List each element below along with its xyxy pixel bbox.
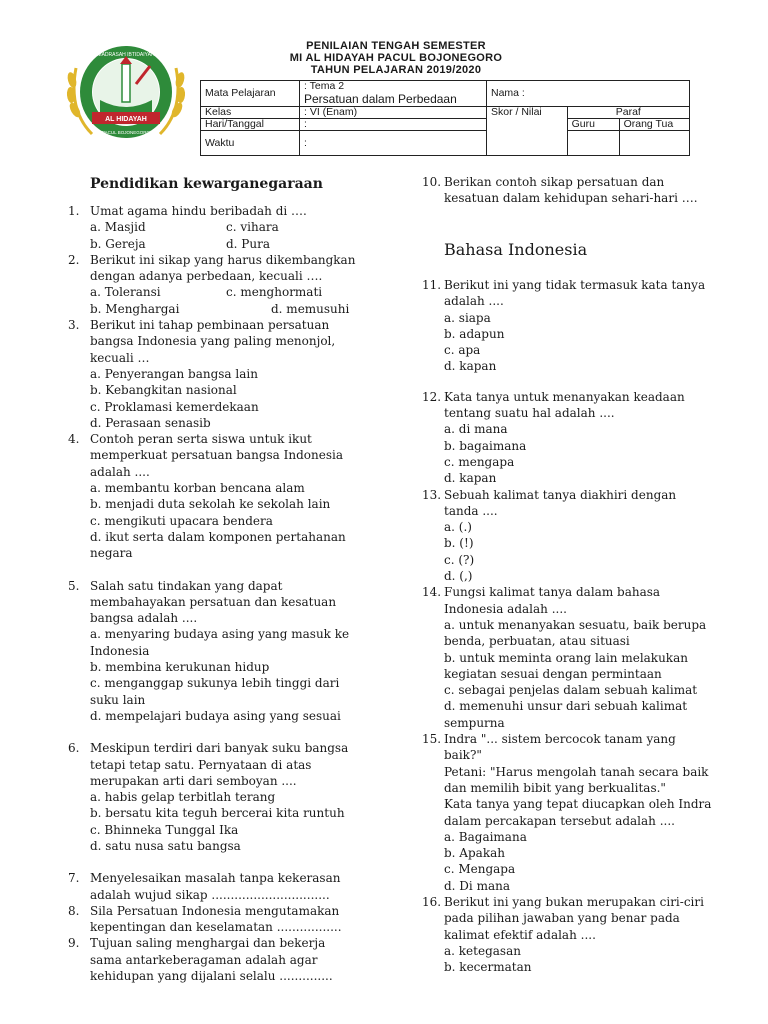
name-field[interactable]: Nama : <box>487 81 690 107</box>
q5-option-b[interactable]: b. membina kerukunan hidup <box>90 660 270 675</box>
q1-option-a[interactable]: a. Masjid <box>90 220 146 235</box>
header-school: MI AL HIDAYAH PACUL BOJONEGORO <box>289 52 503 64</box>
q2-option-c[interactable]: c. menghormati <box>226 285 323 300</box>
q6-option-a[interactable]: a. habis gelap terbitlah terang <box>90 790 276 805</box>
waktu-label: Waktu <box>201 131 300 156</box>
q12-option-c[interactable]: c. mengapa <box>444 454 515 469</box>
hari-label: Hari/Tanggal <box>201 119 300 131</box>
logo-bottom-text: PACUL BOJONEGORO <box>101 130 151 135</box>
question-2: 2. Berikut ini sikap yang harus dikembangkan <box>68 252 356 267</box>
question-3: 3. Berikut ini tahap pembinaan persatuan <box>68 318 330 333</box>
q9-answer-blank[interactable]: kehidupan yang dijalani selalu .............. <box>90 969 333 984</box>
q4-option-a[interactable]: a. membantu korban bencana alam <box>90 481 305 496</box>
section-title-bahasa: Bahasa Indonesia <box>444 240 588 259</box>
q4-option-d[interactable]: d. ikut serta dalam komponen pertahanan <box>90 529 346 544</box>
question-7: 7. Menyelesaikan masalah tanpa kekerasan <box>68 871 341 886</box>
question-1: 1. Umat agama hindu beribadah di …. <box>68 204 307 218</box>
q6-option-c[interactable]: c. Bhinneka Tunggal Ika <box>90 822 239 837</box>
question-16: 16. Berikut ini yang bukan merupakan ciri-ciri <box>422 894 704 909</box>
q3-option-b[interactable]: b. Kebangkitan nasional <box>90 383 237 398</box>
q14-option-d[interactable]: d. memenuhi unsur dari sebuah kalimat <box>444 699 688 714</box>
right-column-top <box>422 174 752 207</box>
question-6: 6. Meskipun terdiri dari banyak suku bangsa <box>68 741 349 756</box>
hari-value[interactable]: : <box>300 119 487 131</box>
q3-option-d[interactable]: d. Perasaan senasib <box>90 415 211 430</box>
q8-answer-blank[interactable]: kepentingan dan keselamatan ................. <box>90 920 342 935</box>
q5-option-c[interactable]: c. menganggap sukunya lebih tinggi dari <box>90 676 340 691</box>
ortu-label: Orang Tua <box>619 119 689 131</box>
q3-option-c[interactable]: c. Proklamasi kemerdekaan <box>90 399 259 414</box>
question-5: 5. Salah satu tindakan yang dapat <box>68 578 283 593</box>
q5-option-d[interactable]: d. mempelajari budaya asing yang sesuai <box>90 708 341 723</box>
q15-option-b[interactable]: b. Apakah <box>444 846 505 861</box>
student-info-table <box>200 80 690 156</box>
q16-option-a[interactable]: a. ketegasan <box>444 943 521 958</box>
q4-option-b[interactable]: b. menjadi duta sekolah ke sekolah lain <box>90 497 331 512</box>
q13-option-b[interactable]: b. (!) <box>444 536 474 551</box>
header-year: TAHUN PELAJARAN 2019/2020 <box>310 64 482 76</box>
q11-option-d[interactable]: d. kapan <box>444 359 497 374</box>
q14-option-a[interactable]: a. untuk menanyakan sesuatu, baik berupa <box>444 617 707 632</box>
q16-option-b[interactable]: b. kecermatan <box>444 960 532 975</box>
guru-label: Guru <box>567 119 619 131</box>
q3-option-a[interactable]: a. Penyerangan bangsa lain <box>90 366 258 381</box>
q1-option-c[interactable]: c. vihara <box>226 220 279 235</box>
q13-option-c[interactable]: c. (?) <box>444 552 475 567</box>
question-14: 14. Fungsi kalimat tanya dalam bahasa <box>422 585 661 600</box>
question-9: 9. Tujuan saling menghargai dan bekerja <box>68 936 326 951</box>
mapel-value: : Tema 2 Persatuan dalam Perbedaan <box>300 81 487 107</box>
question-10: 10. Berikan contoh sikap persatuan dan <box>422 175 665 189</box>
question-4: 4. Contoh peran serta siswa untuk ikut <box>68 432 312 447</box>
ortu-signature-cell[interactable] <box>619 131 689 156</box>
kelas-label: Kelas <box>201 107 300 119</box>
mapel-label: Mata Pelajaran <box>201 81 300 107</box>
school-logo <box>62 40 190 150</box>
q2-option-d[interactable]: d. memusuhi <box>271 301 350 316</box>
kelas-value: : VI (Enam) <box>300 107 487 119</box>
left-column: 1. Umat agama hindu beribadah di …. a. Masjid c. vihara b. Gereja d. Pura 2. Berikut ini sikap yang harus dikembangkan dengan adanya perbedaan, kecuali …. a. Toleransi c. menghormati b. Menghargai d. memusuhi 3. Berikut ini tahap pembinaan persatuan bangsa Indonesia yang paling menonjol, kecuali … a. Penyerangan bangsa lain b. Kebangkitan nasional c. Proklamasi kemerdekaan d. Perasaan senasib 4. Contoh peran serta siswa untuk ikut memperkuat persatuan bangsa Indonesia adalah .... a. membantu korban bencana alam b. menjadi duta sekolah ke sekolah lain c. mengikuti upacara bendera d. ikut serta dalam komponen pertahanan negara 5. Salah satu tindakan yang dapat membahayakan persatuan dan kesatuan bangsa adalah .... a. menyaring budaya asing yang masuk ke Indonesia b. membina kerukunan hidup c. menganggap sukunya lebih tinggi dari suku lain d. mempelajari budaya asing yang sesuai 6. Meskipun terdiri dari banyak suku bangsa tetapi tetap satu. Pernyataan di atas merupakan arti dari semboyan .... a. habis gelap terbitlah terang b. bersatu kita teguh bercerai kita runtuh c. Bhinneka Tunggal Ika d. satu nusa satu bangsa 7. Menyelesaikan masalah tanpa kekerasan adalah wujud sikap ............................... 8. Sila Persatuan Indonesia mengutamakan kepentingan dan keselamatan ................. 9. Tujuan saling menghargai dan bekerja sama antarkeberagaman adalah agar kehidupan yang dijalani selalu .............. <box>68 203 368 984</box>
q11-option-c[interactable]: c. apa <box>444 343 481 358</box>
score-label[interactable]: Skor / Nilai <box>487 107 568 156</box>
q5-option-a[interactable]: a. menyaring budaya asing yang masuk ke <box>90 627 350 642</box>
q13-option-a[interactable]: a. (.) <box>444 520 472 535</box>
q12-option-d[interactable]: d. kapan <box>444 471 497 486</box>
q13-option-d[interactable]: d. (,) <box>444 569 473 584</box>
q15-option-c[interactable]: c. Mengapa <box>444 862 516 877</box>
q15-option-a[interactable]: a. Bagaimana <box>444 829 527 844</box>
q11-option-a[interactable]: a. siapa <box>444 310 491 325</box>
guru-signature-cell[interactable] <box>567 131 619 156</box>
question-13: 13. Sebuah kalimat tanya diakhiri dengan <box>422 487 677 502</box>
question-8: 8. Sila Persatuan Indonesia mengutamakan <box>68 903 340 918</box>
q6-option-d[interactable]: d. satu nusa satu bangsa <box>90 838 241 853</box>
right-column: 11. Berikut ini yang tidak termasuk kata tanya adalah .... a. siapa b. adapun c. apa d. kapan 12. Kata tanya untuk menanyakan keadaan tentang suatu hal adalah .... a. di mana b. bagaimana c. mengapa d. kapan 13. Sebuah kalimat tanya diakhiri dengan tanda .... a. (.) b. (!) c. (?) d. (,) 14. Fungsi kalimat tanya dalam bahasa Indonesia adalah .... a. untuk menanyakan sesuatu, baik berupa benda, perbuatan, atau situasi b. untuk meminta orang lain melakukan kegiatan sesuai dengan permintaan c. sebagai penjelas dalam sebuah kalimat d. memenuhi unsur dari sebuah kalimat sempurna 15. Indra "... sistem bercocok tanam yang baik?" Petani: "Harus mengolah tanah secara baik dan memilih bibit yang berkualitas." Kata tanya yang tepat diucapkan oleh Indra dalam percakapan tersebut adalah .... a. Bagaimana b. Apakah c. Mengapa d. Di mana 16. Berikut ini yang bukan merupakan ciri-ciri pada pilihan jawaban yang benar pada kalimat efektif adalah .... a. ketegasan b. kecermatan <box>422 277 752 975</box>
q14-option-b[interactable]: b. untuk meminta orang lain melakukan <box>444 650 688 665</box>
q10-answer-blank[interactable]: kesatuan dalam kehidupan sehari-hari …. <box>444 191 698 206</box>
q14-option-c[interactable]: c. sebagai penjelas dalam sebuah kalimat <box>444 683 698 698</box>
question-15: 15. Indra "... sistem bercocok tanam yang <box>422 732 676 747</box>
q12-option-a[interactable]: a. di mana <box>444 422 508 437</box>
q12-option-b[interactable]: b. bagaimana <box>444 438 527 453</box>
section-title-pkn: Pendidikan kewarganegaraan <box>90 176 323 192</box>
question-12: 12. Kata tanya untuk menanyakan keadaan <box>422 389 685 404</box>
q7-answer-blank[interactable]: adalah wujud sikap ............................... <box>90 887 330 902</box>
header-title: PENILAIAN TENGAH SEMESTER <box>306 40 486 52</box>
q4-option-c[interactable]: c. mengikuti upacara bendera <box>90 513 273 528</box>
logo-banner-text: AL HIDAYAH <box>105 116 147 123</box>
q1-option-b[interactable]: b. Gereja <box>90 236 146 251</box>
q15-option-d[interactable]: d. Di mana <box>444 878 510 893</box>
q6-option-b[interactable]: b. bersatu kita teguh bercerai kita runtuh <box>90 806 345 821</box>
q1-option-d[interactable]: d. Pura <box>226 236 271 251</box>
question-11: 11. Berikut ini yang tidak termasuk kata tanya <box>422 278 706 292</box>
q2-option-a[interactable]: a. Toleransi <box>90 285 161 300</box>
waktu-value[interactable]: : <box>300 131 487 156</box>
paraf-label: Paraf <box>567 107 689 119</box>
q2-option-b[interactable]: b. Menghargai <box>90 301 180 316</box>
logo-top-text: MADRASAH IBTIDAIYAH <box>97 52 155 58</box>
q11-option-b[interactable]: b. adapun <box>444 326 505 341</box>
